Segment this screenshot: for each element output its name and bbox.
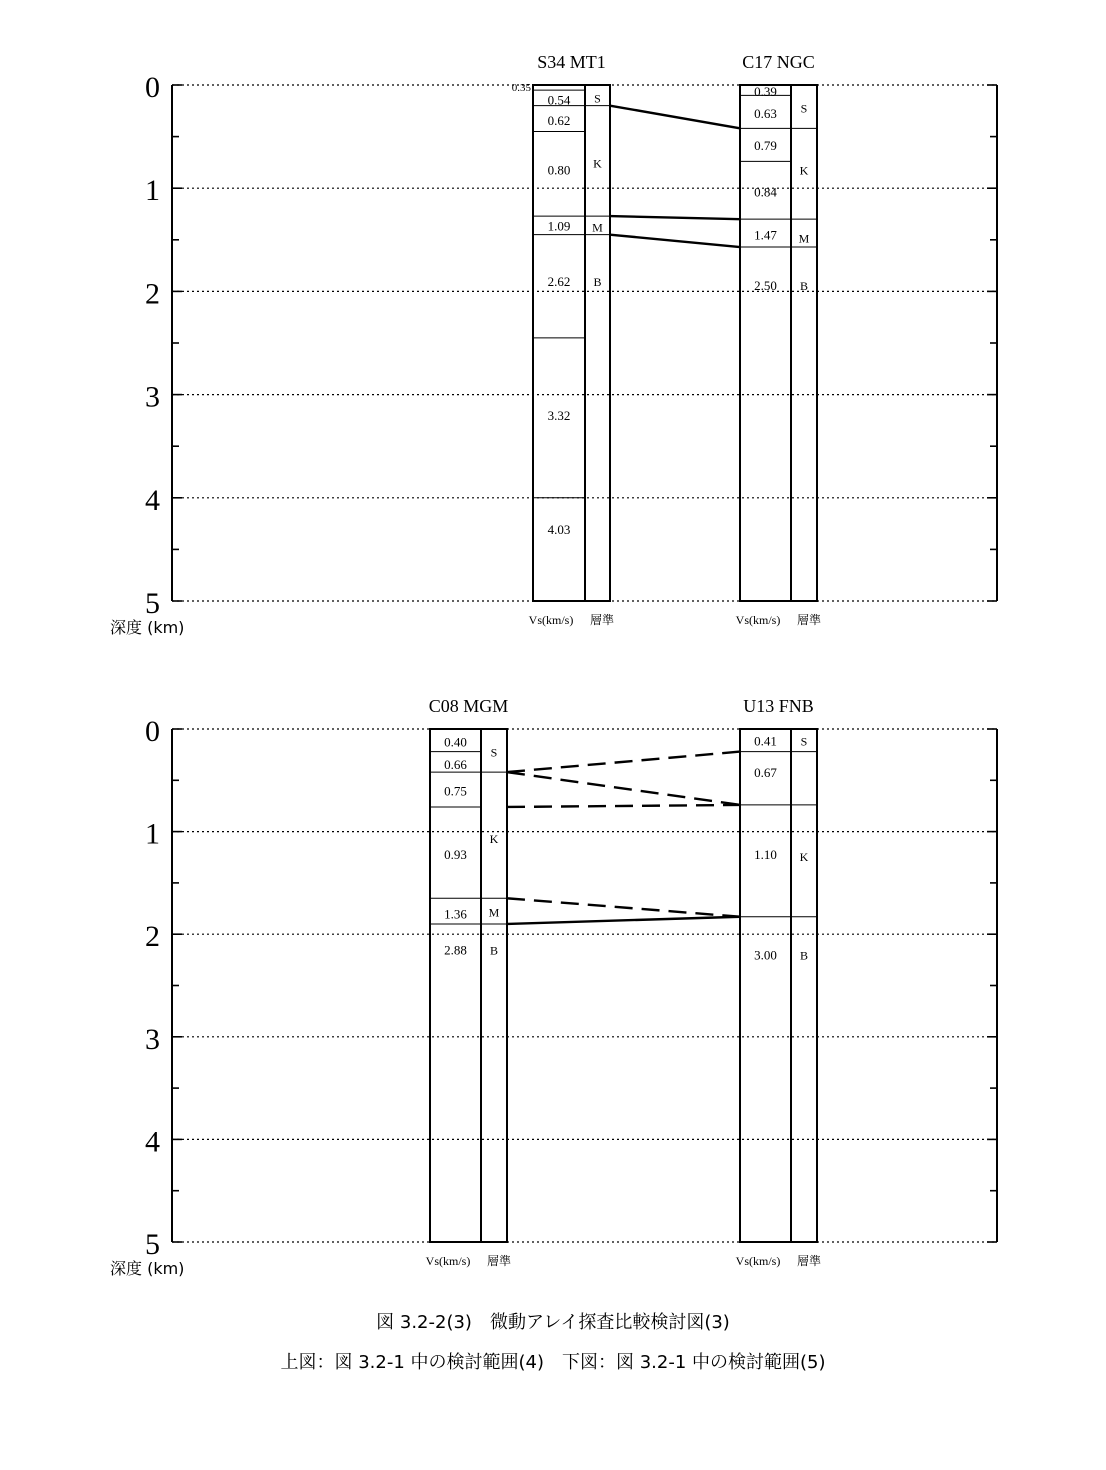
bottom-depth-unit-label: 深度 (km) [110, 1259, 185, 1278]
bottom-site-0-strata-label: B [489, 943, 499, 958]
bottom-site-0-vs-label: 0.40 [444, 734, 467, 750]
bottom-site-0-name: C08 MGM [428, 696, 509, 716]
top-site-1-strata-column [791, 85, 817, 601]
top-site-0-name: S34 MT1 [537, 52, 606, 72]
top-site-0-vs-label: 3.32 [547, 408, 571, 424]
top-site-1-footer-vs: Vs(km/s) [735, 613, 781, 627]
bottom-site-1-strata-label: S [800, 734, 808, 749]
bottom-site-1-strata-label: B [799, 948, 809, 963]
bottom-site-0-strata-label: K [489, 831, 499, 846]
bottom-depth-label-5: 5 [145, 1228, 160, 1261]
figure-caption-subtitle: 上図：図 3.2-1 中の検討範囲(4) 下図：図 3.2-1 中の検討範囲(5) [280, 1352, 826, 1373]
top-site-1-footer-strata: 層準 [796, 613, 822, 627]
bottom-correlation-line [507, 752, 740, 773]
bottom-site-1-vs-label: 1.10 [754, 847, 777, 863]
bottom-site-0-vs-label: 0.75 [444, 783, 467, 799]
top-site-1-strata-label: S [800, 101, 808, 116]
bottom-site-0-strata-label: S [490, 745, 498, 760]
bottom-correlation-line [507, 898, 740, 916]
bottom-site-0-strata-column [481, 729, 507, 1242]
top-depth-unit-label: 深度 (km) [110, 618, 185, 637]
top-site-1-vs-label: 1.47 [754, 227, 777, 243]
top-depth-label-5: 5 [145, 587, 160, 620]
figure-caption-title: 図 3.2-2(3) 微動アレイ探査比較検討図(3) [376, 1312, 730, 1333]
top-site-1-vs-label: 0.39 [754, 84, 777, 100]
bottom-site-1-footer-vs: Vs(km/s) [735, 1254, 781, 1268]
bottom-site-0-footer-strata: 層準 [486, 1254, 512, 1268]
bottom-depth-label-0: 0 [145, 715, 160, 748]
bottom-site-1-strata-label: K [799, 850, 809, 865]
bottom-depth-label-2: 2 [145, 920, 160, 954]
top-site-0-vs-label: 2.62 [547, 274, 571, 290]
bottom-depth-label-1: 1 [145, 817, 160, 851]
top-site-0-strata-label: M [592, 220, 603, 235]
top-site-0-vs-label: 0.35 [511, 82, 531, 95]
bottom-depth-label-3: 3 [145, 1022, 160, 1056]
top-site-0-vs-label: 4.03 [547, 521, 571, 537]
top-site-1-strata-label: M [798, 231, 810, 246]
top-site-0-strata-label: K [593, 156, 602, 171]
bottom-site-1-footer-strata: 層準 [796, 1254, 822, 1268]
bottom-site-0-footer-vs: Vs(km/s) [425, 1254, 471, 1268]
top-site-0-vs-label: 0.62 [547, 113, 571, 129]
bottom-site-0-vs-column [430, 729, 481, 1242]
top-depth-label-1: 1 [145, 174, 160, 208]
top-depth-label-2: 2 [145, 277, 160, 311]
top-site-0-strata-label: B [593, 275, 602, 290]
bottom-correlation-line [507, 917, 740, 924]
top-depth-label-3: 3 [145, 380, 160, 414]
top-correlation-line [610, 106, 740, 129]
bottom-site-0-vs-label: 1.36 [444, 906, 467, 922]
bottom-site-0-strata-label: M [488, 905, 500, 920]
bottom-site-1-strata-column [791, 729, 817, 1242]
top-site-0-strata-label: S [594, 91, 601, 106]
top-correlation-line [610, 235, 740, 247]
bottom-depth-label-4: 4 [145, 1125, 160, 1159]
top-depth-label-4: 4 [145, 483, 160, 517]
top-correlation-line [610, 216, 740, 219]
top-site-1-vs-label: 2.50 [754, 278, 777, 294]
top-site-0-vs-label: 1.09 [547, 218, 571, 234]
bottom-site-0-vs-label: 0.93 [444, 847, 467, 863]
bottom-site-1-name: U13 FNB [743, 696, 814, 716]
top-site-1-strata-label: K [799, 163, 809, 178]
bottom-correlation-line [507, 805, 740, 807]
top-site-1-vs-column [740, 85, 791, 601]
bottom-correlation-line [507, 772, 740, 805]
top-site-1-name: C17 NGC [742, 52, 815, 72]
top-site-0-footer-strata: 層準 [589, 613, 615, 627]
bottom-site-1-vs-label: 0.67 [754, 765, 777, 781]
top-site-1-vs-label: 0.63 [754, 105, 777, 121]
bottom-site-1-vs-label: 3.00 [754, 947, 777, 963]
top-site-0-vs-label: 0.54 [547, 92, 571, 108]
bottom-site-1-vs-column [740, 729, 791, 1242]
top-site-0-vs-label: 0.80 [547, 162, 571, 178]
top-depth-label-0: 0 [145, 71, 160, 104]
top-site-1-strata-label: B [799, 279, 809, 294]
bottom-site-0-vs-label: 2.88 [444, 942, 467, 958]
top-site-0-footer-vs: Vs(km/s) [528, 613, 574, 627]
top-site-1-vs-label: 0.79 [754, 137, 777, 153]
top-site-1-vs-label: 0.84 [754, 184, 777, 200]
bottom-site-0-vs-label: 0.66 [444, 756, 467, 772]
bottom-site-1-vs-label: 0.41 [754, 733, 777, 749]
